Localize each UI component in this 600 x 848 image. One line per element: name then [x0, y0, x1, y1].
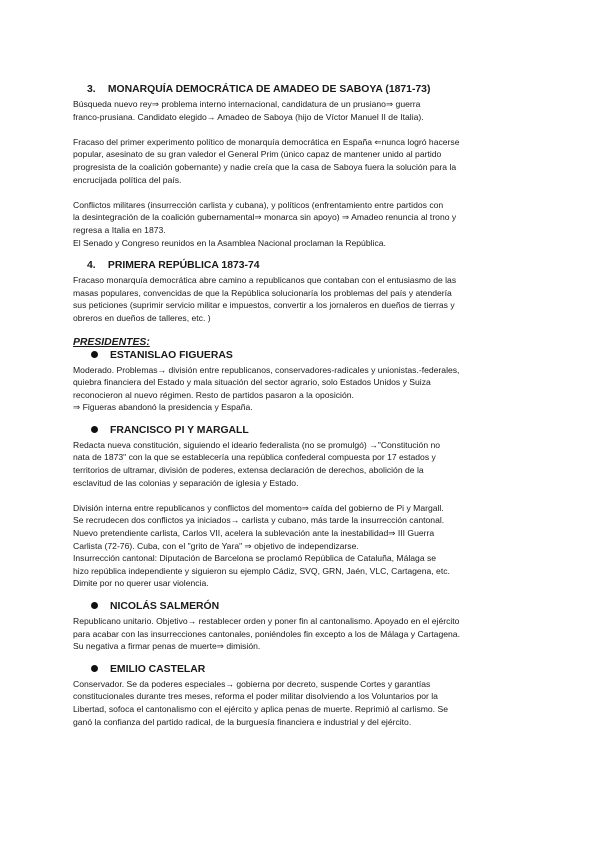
text-line: popular, asesinato de su gran valedor el General Prim (único capaz de mantener unido al partido — [73, 149, 442, 160]
text-line: Carlista (72-76). Cuba, con el "grito de Yara" ⇒ objetivo de independizarse. — [73, 540, 359, 551]
document-page — [73, 83, 528, 728]
president-figueras-para — [73, 364, 528, 414]
text-line: Su negativa a firmar penas de muerte⇒ dimisión. — [73, 641, 261, 652]
text-line: ⇒ Figueras abandonó la presidencia y España. — [73, 402, 253, 413]
section-number: 3. — [87, 84, 96, 95]
section-number: 4. — [87, 260, 96, 272]
text-line: Búsqueda nuevo rey⇒ problema interno internacional, candidatura de un prusiano⇒ guerra — [73, 99, 421, 109]
bullet-icon — [91, 351, 98, 358]
text-line: nata de 1873" con la que se establecería una república confederal compuesta por 17 estados y — [73, 452, 436, 463]
section-4-para — [73, 274, 528, 324]
text-line: División interna entre republicanos y conflictos del momento⇒ caída del gobierno de Pi y Margall. — [73, 502, 444, 513]
president-salmeron-para — [73, 615, 528, 653]
section-3-heading — [73, 83, 528, 97]
text-line: territorios de ultramar, división de poderes, extensa declaración de derechos, abolición de la — [73, 465, 424, 476]
text-line: la desintegración de la coalición gubernamental⇒ monarca sin apoyo) ⇒ Amadeo renuncia al trono y — [73, 212, 457, 223]
text-line: Insurrección cantonal: Diputación de Barcelona se proclamó República de Cataluña, Málaga se — [73, 553, 437, 564]
text-line: hizo república independiente y siguieron su ejemplo Cádiz, SVQ, GRN, Jaén, VLC, Cartagena, etc. — [73, 565, 450, 576]
text-line: franco-prusiana. Candidato elegido→ Amadeo de Saboya (hijo de Víctor Manuel II de Italia). — [73, 111, 424, 122]
text-line: ganó la confianza del partido radical, de la burguesía financiera e industrial y del ejército. — [73, 716, 412, 727]
text-line: obreros en dueños de talleres, etc. ) — [73, 312, 211, 323]
text-line: Moderado. Problemas→ división entre republicanos, conservadores-radicales y unionistas.-federales, — [73, 364, 460, 375]
president-name: EMILIO CASTELAR — [110, 663, 206, 675]
bullet-icon — [91, 426, 98, 433]
section-3-para-1 — [73, 98, 528, 123]
text-line: Fracaso monarquía democrática abre camino a republicanos que contaban con el entusiasmo de las — [73, 275, 457, 286]
text-line: Nuevo pretendiente carlista, Carlos VII, acelera la sublevación ante la inestabilidad⇒ III Guerra — [73, 528, 435, 539]
text-line: constitucionales durante tres meses, reforma el poder militar disolviendo a los Voluntarios por la — [73, 691, 438, 702]
text-line: encrucijada política del país. — [73, 174, 182, 185]
text-line: El Senado y Congreso reunidos en la Asamblea Nacional proclaman la República. — [73, 237, 386, 248]
section-3-para-3 — [73, 199, 528, 249]
section-3-para-2 — [73, 136, 528, 186]
text-line: esclavitud de las colonias y separación de iglesia y Estado. — [73, 477, 299, 488]
section-title: MONARQUÍA DEMOCRÁTICA DE AMADEO DE SABOYA (1871-73) — [107, 84, 431, 95]
president-margall-para-1 — [73, 439, 528, 489]
text-line: Conflictos militares (insurrección carlista y cubana), y políticos (enfrentamiento entre partidos con — [73, 199, 444, 210]
bullet-icon — [91, 665, 98, 672]
text-line: sus peticiones (suprimir servicio militar e impuestos, convertir a los jornaleros en dueños de tierras y — [73, 300, 455, 311]
text-line: para acabar con las insurrecciones cantonales, poniéndoles fin excepto a los de Málaga y Cartagena. — [73, 628, 460, 639]
president-margall-heading — [73, 424, 528, 438]
presidents-label: PRESIDENTES: — [73, 336, 150, 348]
bullet-icon — [91, 602, 98, 609]
president-name: ESTANISLAO FIGUERAS — [110, 349, 233, 361]
text-line: Conservador. Se da poderes especiales→ gobierna por decreto, suspende Cortes y garantías — [73, 678, 431, 689]
text-line: reconocieron al nuevo régimen. Resto de partidos pasaron a la oposición. — [73, 389, 354, 400]
text-line: quiebra financiera del Estado y mala situación del sector agrario, solo Estados Unidos y Suiza — [73, 377, 431, 388]
text-line: Fracaso del primer experimento político de monarquía democrática en España ⇐nunca logró hacerse — [73, 136, 460, 147]
president-salmeron-heading — [73, 600, 528, 614]
section-4-heading — [73, 259, 528, 273]
president-name: FRANCISCO PI Y MARGALL — [110, 424, 249, 436]
text-line: Se recrudecen dos conflictos ya iniciados→ carlista y cubano, más tarde la insurrección cantonal. — [73, 515, 445, 526]
president-castelar-para — [73, 678, 528, 728]
president-margall-para-2 — [73, 502, 528, 590]
text-line: Redacta nueva constitución, siguiendo el ideario federalista (no se promulgó) →"Constitución no — [73, 439, 441, 450]
text-line: masas populares, convencidas de que la República solucionaría los problemas del país y atendería — [73, 287, 452, 298]
text-line: progresista de la coalición gobernante) y nadie creía que la casa de Saboya fuera la solución para la — [73, 161, 457, 172]
text-line: Libertad, sofoca el cantonalismo con el ejército y aplica penas de muerte. Reprimió al carlismo. Se — [73, 703, 448, 714]
president-castelar-heading — [73, 663, 528, 677]
president-figueras-heading — [73, 349, 528, 363]
text-line: regresa a Italia en 1873. — [73, 224, 166, 235]
section-title: PRIMERA REPÚBLICA 1873-74 — [107, 260, 260, 272]
text-line: Dimite por no querer usar violencia. — [73, 578, 209, 589]
text-line: Republicano unitario. Objetivo→ restablecer orden y poner fin al cantonalismo. Apoyado en el ejército — [73, 616, 460, 626]
president-name: NICOLÁS SALMERÓN — [110, 601, 220, 612]
